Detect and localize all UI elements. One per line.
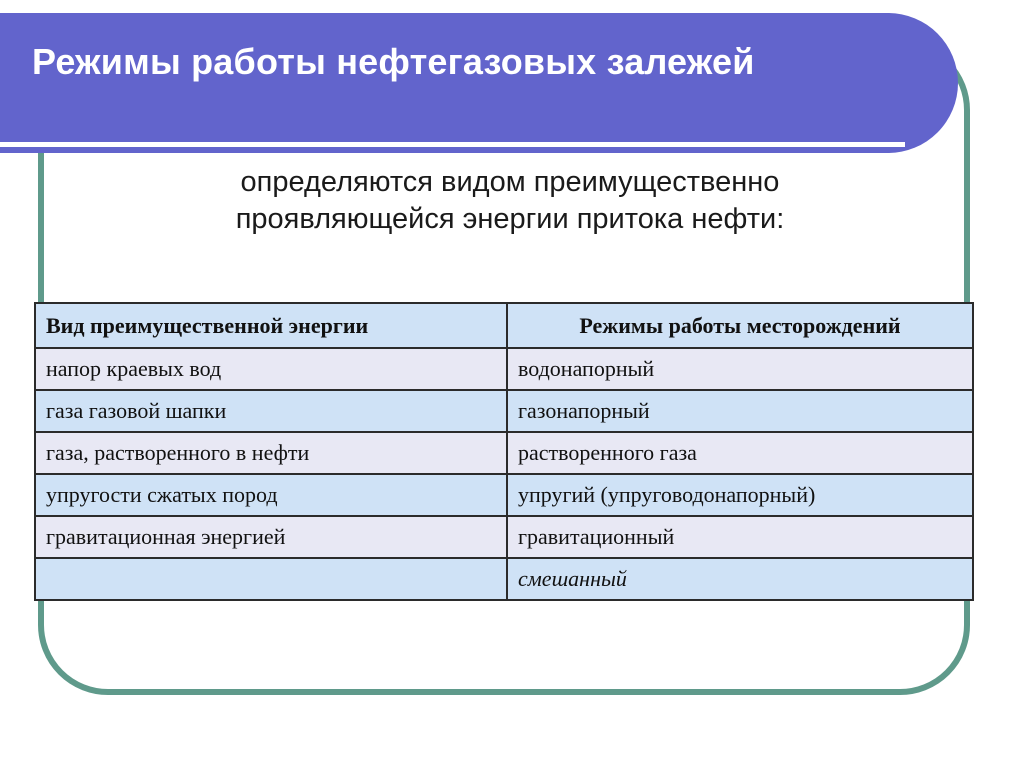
cell-regime bbox=[507, 558, 973, 600]
table-row bbox=[35, 474, 973, 516]
cell-energy: газа газовой шапки bbox=[35, 390, 507, 432]
cell-regime-italic: смешанный bbox=[518, 566, 627, 591]
cell-regime: газонапорный bbox=[507, 390, 973, 432]
title-bar bbox=[0, 13, 958, 153]
cell-energy: газа, растворенного в нефти bbox=[35, 432, 507, 474]
cell-energy-empty bbox=[35, 558, 507, 600]
table-header-row bbox=[35, 303, 973, 348]
regimes-table bbox=[34, 302, 974, 601]
table-row bbox=[35, 558, 973, 600]
table-row bbox=[35, 348, 973, 390]
cell-energy: напор краевых вод bbox=[35, 348, 507, 390]
subtitle bbox=[150, 164, 870, 238]
cell-regime: упругий (упруговодонапорный) bbox=[507, 474, 973, 516]
cell-regime: водонапорный bbox=[507, 348, 973, 390]
table-row bbox=[35, 390, 973, 432]
cell-energy: упругости сжатых пород bbox=[35, 474, 507, 516]
subtitle-line-2: проявляющейся энергии притока нефти: bbox=[235, 203, 785, 235]
header-field-regime: Режимы работы месторождений bbox=[507, 303, 973, 348]
cell-regime: растворенного газа bbox=[507, 432, 973, 474]
table-row bbox=[35, 516, 973, 558]
header-energy-type: Вид преимущественной энергии bbox=[35, 303, 507, 348]
table-row bbox=[35, 432, 973, 474]
slide-title: Режимы работы нефтегазовых залежей bbox=[32, 41, 755, 82]
cell-regime: гравитационный bbox=[507, 516, 973, 558]
cell-energy: гравитационная энергией bbox=[35, 516, 507, 558]
title-underline bbox=[0, 142, 905, 147]
subtitle-line-1: определяются видом преимущественно bbox=[240, 166, 780, 198]
